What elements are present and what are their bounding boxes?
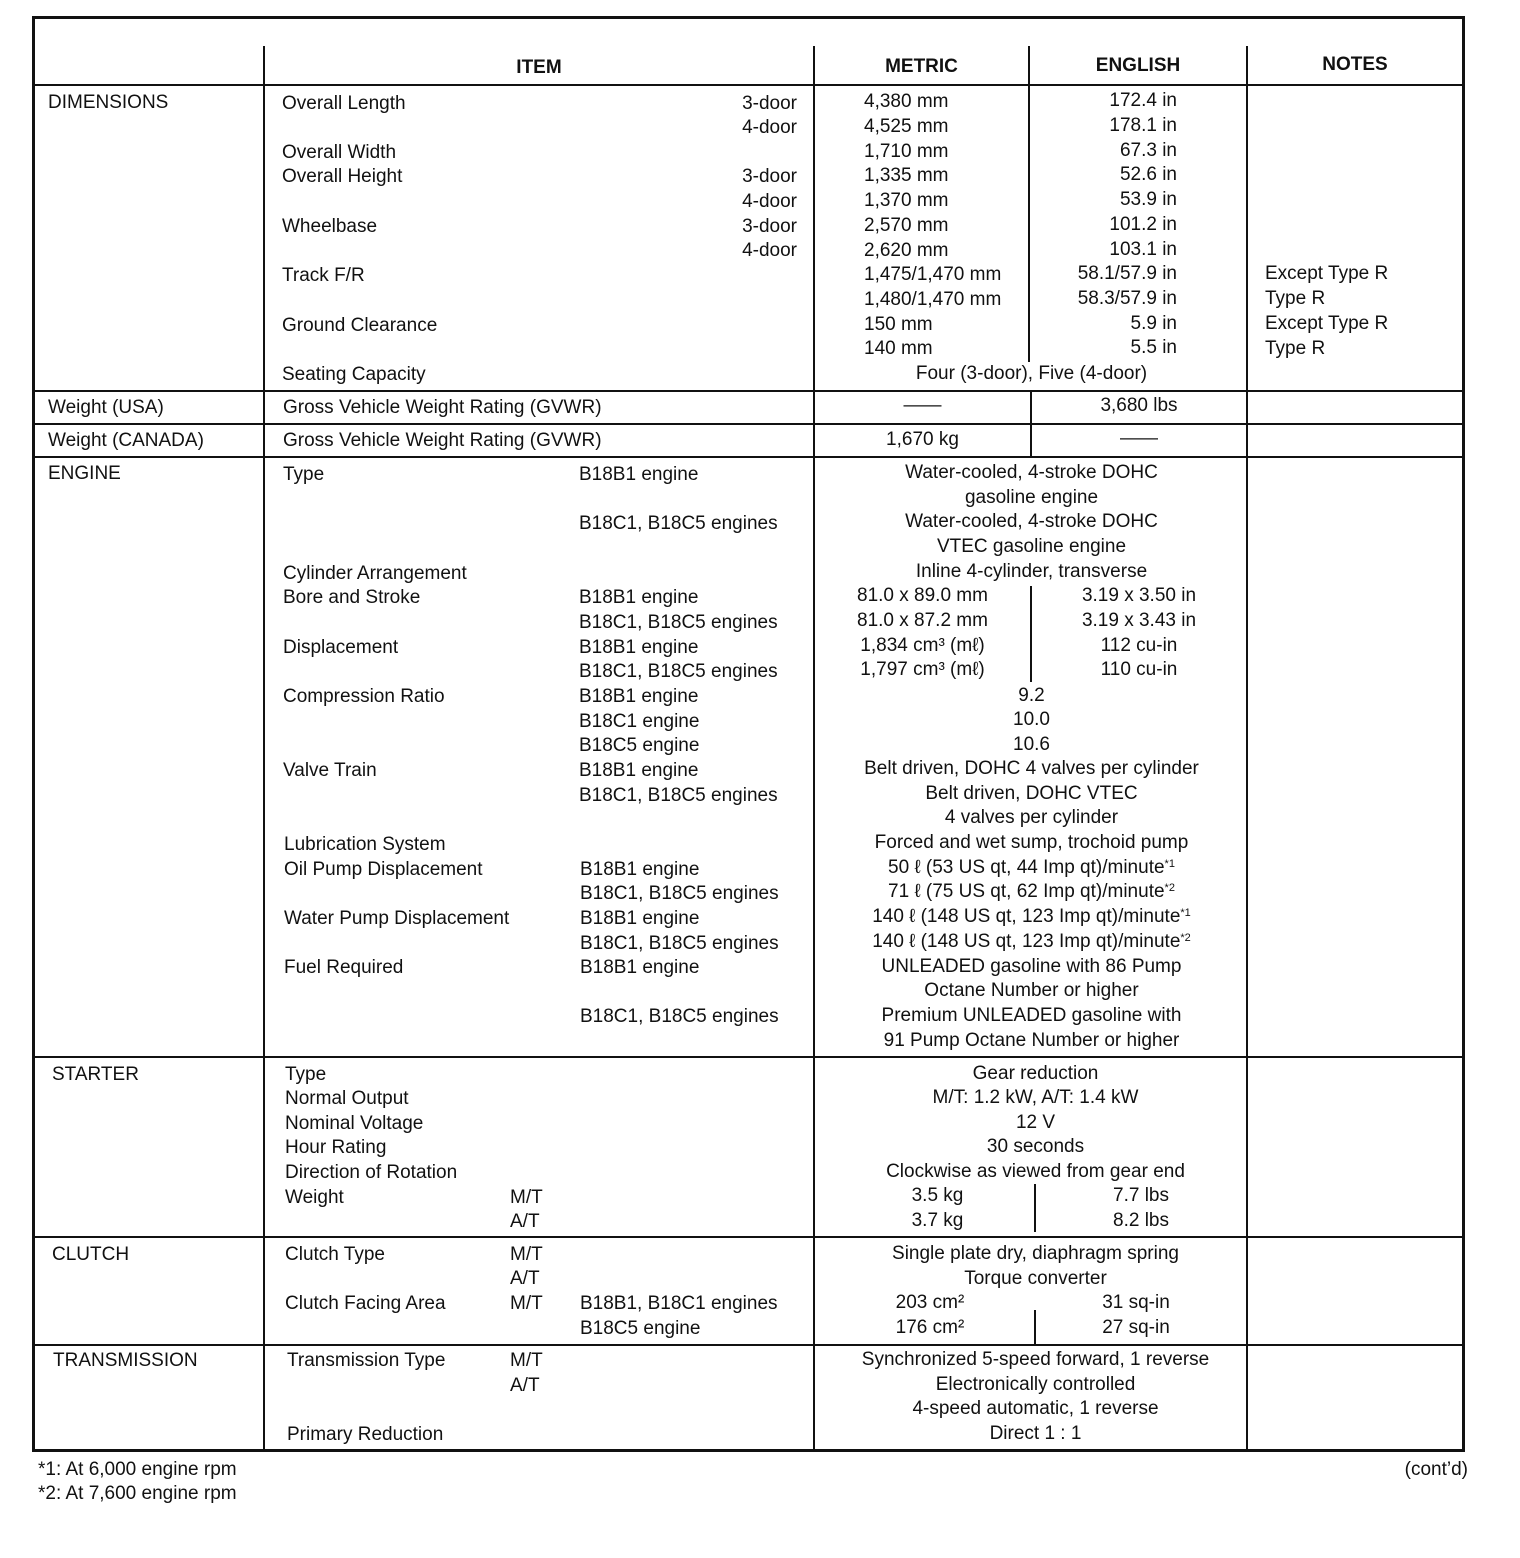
oil-b18b1-text: 50 ℓ (53 US qt, 44 Imp qt)/minute — [888, 857, 1165, 878]
variant-label: M/T — [510, 1244, 543, 1265]
metric-value: 1,475/1,470 mm — [864, 264, 1002, 285]
variant-label: 4-door — [742, 191, 797, 212]
section-label: DIMENSIONS — [48, 92, 169, 113]
sep-starter-clutch — [32, 1236, 1464, 1238]
english-value: 53.9 in — [1119, 189, 1177, 210]
item-label: Direction of Rotation — [285, 1162, 458, 1183]
section-label: Weight (CANADA) — [48, 430, 204, 451]
item-label: Primary Reduction — [287, 1424, 444, 1445]
spec-value: Gear reduction — [972, 1063, 1099, 1084]
header-notes: NOTES — [1322, 54, 1388, 75]
spec-value: 9.2 — [1018, 685, 1045, 706]
item-label: Track F/R — [282, 265, 365, 286]
item-label: Gross Vehicle Weight Rating (GVWR) — [283, 430, 602, 451]
variant-label: B18B1 engine — [579, 587, 699, 608]
footnote-mark: *1 — [1180, 907, 1191, 919]
english-value: 58.3/57.9 in — [1077, 288, 1177, 309]
border-bottom — [32, 1449, 1465, 1452]
item-label: Wheelbase — [282, 216, 378, 237]
spec-value: Synchronized 5-speed forward, 1 reverse — [861, 1349, 1210, 1370]
spec-value: Single plate dry, diaphragm spring — [892, 1243, 1179, 1264]
variant-label: B18C5 engine — [580, 1318, 701, 1339]
variant-label: A/T — [510, 1211, 540, 1232]
metric-value: 1,710 mm — [864, 141, 949, 162]
spec-value: Water-cooled, 4-stroke DOHC — [905, 511, 1158, 532]
metric-value: 1,670 kg — [886, 429, 959, 450]
footnote-mark: *2 — [1180, 932, 1191, 944]
spec-value: gasoline engine — [964, 487, 1099, 508]
variant-label: B18B1 engine — [580, 908, 700, 929]
spec-value: 91 Pump Octane Number or higher — [883, 1030, 1180, 1051]
metric-value: 140 mm — [864, 338, 933, 359]
notes-value: Except Type R — [1265, 263, 1389, 284]
border-top — [32, 16, 1464, 19]
sep-weight-usa-canada — [32, 423, 1464, 425]
item-label: Compression Ratio — [283, 686, 445, 707]
english-value: 67.3 in — [1119, 140, 1177, 161]
variant-label: B18C1, B18C5 engines — [579, 661, 778, 682]
spec-value: 30 seconds — [986, 1136, 1085, 1157]
english-value: 3,680 lbs — [1100, 395, 1178, 416]
metric-value: 203 cm² — [895, 1292, 965, 1313]
sep-weight-engine — [32, 456, 1464, 458]
variant-label: B18C1, B18C5 engines — [580, 883, 779, 904]
metric-value: 4,380 mm — [864, 91, 949, 112]
item-label: Water Pump Displacement — [284, 908, 510, 929]
metric-value: 3.5 kg — [911, 1185, 964, 1206]
dims-split — [1028, 86, 1030, 362]
variant-label: 3-door — [742, 216, 797, 237]
water-b18b1-text: 140 ℓ (148 US qt, 123 Imp qt)/minute — [872, 906, 1181, 927]
footnote-mark: *1 — [1164, 858, 1175, 870]
metric-value: 1,370 mm — [864, 190, 949, 211]
continued-label: (cont’d) — [1404, 1459, 1468, 1480]
item-label: Fuel Required — [284, 957, 404, 978]
footnote-1: *1: At 6,000 engine rpm — [38, 1459, 237, 1480]
english-value: 3.19 x 3.50 in — [1081, 585, 1197, 606]
variant-label: B18B1 engine — [580, 957, 700, 978]
variant-label: B18C1, B18C5 engines — [580, 933, 779, 954]
metric-value: 1,834 cm³ (mℓ) — [860, 635, 985, 656]
variant-label: B18B1 engine — [580, 859, 700, 880]
english-value: —— — [1120, 428, 1158, 449]
section-label: STARTER — [52, 1064, 139, 1085]
spec-value: Premium UNLEADED gasoline with — [881, 1005, 1182, 1026]
sep-engine-starter — [32, 1056, 1464, 1058]
item-label: Nominal Voltage — [285, 1113, 424, 1134]
footnote-mark: *2 — [1164, 882, 1175, 894]
spec-value: 4 valves per cylinder — [944, 807, 1119, 828]
item-label: Valve Train — [283, 760, 377, 781]
english-value: 52.6 in — [1119, 164, 1177, 185]
item-label: Weight — [285, 1187, 344, 1208]
item-label: Overall Length — [282, 93, 406, 114]
spec-value: Torque converter — [964, 1268, 1107, 1289]
spec-value: Clockwise as viewed from gear end — [886, 1161, 1185, 1182]
col-divider-item — [263, 46, 265, 1452]
item-label: Bore and Stroke — [283, 587, 421, 608]
english-value: 5.9 in — [1130, 313, 1177, 334]
variant-label: B18C1, B18C5 engines — [580, 1006, 779, 1027]
spec-value: Forced and wet sump, trochoid pump — [874, 832, 1189, 853]
item-label: Clutch Facing Area — [285, 1293, 446, 1314]
spec-value: 10.0 — [1013, 709, 1050, 730]
item-label: Type — [285, 1064, 327, 1085]
spec-value: 4-speed automatic, 1 reverse — [912, 1398, 1159, 1419]
variant-label: B18B1, B18C1 engines — [580, 1293, 778, 1314]
variant-label: B18B1 engine — [579, 464, 699, 485]
section-label: TRANSMISSION — [53, 1350, 198, 1371]
variant-label: B18C1, B18C5 engines — [579, 612, 778, 633]
item-label: Oil Pump Displacement — [284, 859, 483, 880]
spec-value: 10.6 — [1013, 734, 1050, 755]
section-label: CLUTCH — [52, 1244, 130, 1265]
english-value: 8.2 lbs — [1113, 1210, 1169, 1231]
spec-value: Belt driven, DOHC VTEC — [925, 783, 1138, 804]
english-value: 112 cu-in — [1100, 635, 1178, 656]
footnote-2: *2: At 7,600 engine rpm — [38, 1483, 237, 1504]
spec-value: Octane Number or higher — [924, 980, 1139, 1001]
item-label: Gross Vehicle Weight Rating (GVWR) — [283, 397, 602, 418]
metric-value: 1,480/1,470 mm — [864, 289, 1002, 310]
variant-label: B18B1 engine — [579, 760, 699, 781]
item-label: Normal Output — [285, 1088, 409, 1109]
metric-value: 1,335 mm — [864, 165, 949, 186]
metric-value: 2,570 mm — [864, 215, 949, 236]
metric-value: 81.0 x 87.2 mm — [857, 610, 988, 631]
header-item: ITEM — [516, 57, 562, 78]
english-value: 58.1/57.9 in — [1077, 263, 1177, 284]
item-label: Displacement — [283, 637, 399, 658]
english-value: 5.5 in — [1130, 337, 1177, 358]
variant-label: 4-door — [742, 117, 797, 138]
item-label: Lubrication System — [284, 834, 446, 855]
section-label: ENGINE — [48, 463, 121, 484]
variant-label: 3-door — [742, 166, 797, 187]
metric-value: 1,797 cm³ (mℓ) — [860, 659, 985, 680]
spec-value — [815, 905, 1248, 929]
spec-value: Inline 4-cylinder, transverse — [915, 561, 1148, 582]
variant-label: M/T — [510, 1187, 543, 1208]
metric-value: 3.7 kg — [911, 1210, 964, 1231]
spec-value — [815, 930, 1248, 954]
oil-b18c-text: 71 ℓ (75 US qt, 62 Imp qt)/minute — [888, 881, 1165, 902]
spec-value: UNLEADED gasoline with 86 Pump — [881, 956, 1182, 977]
variant-label: B18C5 engine — [579, 735, 700, 756]
item-label: Overall Height — [282, 166, 403, 187]
water-b18c-text: 140 ℓ (148 US qt, 123 Imp qt)/minute — [872, 931, 1181, 952]
item-label: Type — [283, 464, 325, 485]
notes-value: Type R — [1265, 338, 1326, 359]
notes-value: Type R — [1265, 288, 1326, 309]
variant-label: B18B1 engine — [579, 637, 699, 658]
metric-value: 81.0 x 89.0 mm — [857, 585, 988, 606]
spec-value: Belt driven, DOHC 4 valves per cylinder — [864, 758, 1199, 779]
sep-clutch-transmission — [32, 1344, 1464, 1346]
english-value: 172.4 in — [1109, 90, 1177, 111]
spec-value: Water-cooled, 4-stroke DOHC — [905, 462, 1158, 483]
notes-value: Except Type R — [1265, 313, 1389, 334]
section-label: Weight (USA) — [48, 397, 164, 418]
variant-label: B18C1, B18C5 engines — [579, 513, 778, 534]
spec-value: 12 V — [1015, 1112, 1056, 1133]
metric-value: 176 cm² — [895, 1317, 965, 1338]
variant-label: B18C1 engine — [579, 711, 700, 732]
item-label: Seating Capacity — [282, 364, 426, 385]
variant-label: B18B1 engine — [579, 686, 699, 707]
variant-label: M/T — [510, 1293, 543, 1314]
header-bottom-rule — [32, 84, 1464, 86]
english-value: 27 sq-in — [1102, 1317, 1170, 1338]
spec-value: M/T: 1.2 kW, A/T: 1.4 kW — [932, 1087, 1139, 1108]
header-metric: METRIC — [885, 56, 958, 77]
spec-value: VTEC gasoline engine — [936, 536, 1127, 557]
sep-dims-weight — [32, 390, 1464, 392]
variant-label: A/T — [510, 1268, 540, 1289]
spec-value — [815, 856, 1248, 880]
variant-label: 4-door — [742, 240, 797, 261]
spec-value: Direct 1 : 1 — [989, 1423, 1082, 1444]
spec-value — [815, 880, 1248, 904]
english-value: 178.1 in — [1109, 115, 1177, 136]
variant-label: A/T — [510, 1375, 540, 1396]
item-label: Transmission Type — [287, 1350, 446, 1371]
metric-value: 2,620 mm — [864, 240, 949, 261]
english-value: 31 sq-in — [1102, 1292, 1170, 1313]
header-english: ENGLISH — [1095, 55, 1181, 76]
variant-label: M/T — [510, 1350, 543, 1371]
english-value: 103.1 in — [1109, 239, 1177, 260]
english-value: 110 cu-in — [1100, 659, 1178, 680]
metric-value: 4,525 mm — [864, 116, 949, 137]
english-value: 101.2 in — [1109, 214, 1177, 235]
metric-value: 150 mm — [864, 314, 933, 335]
item-label: Overall Width — [282, 142, 397, 163]
spec-value: Electronically controlled — [935, 1374, 1136, 1395]
seating-value: Four (3-door), Five (4-door) — [915, 363, 1148, 384]
metric-value: —— — [903, 395, 942, 416]
item-label: Clutch Type — [285, 1244, 385, 1265]
english-value: 7.7 lbs — [1113, 1185, 1169, 1206]
item-label: Ground Clearance — [282, 315, 438, 336]
variant-label: 3-door — [742, 93, 797, 114]
item-label: Hour Rating — [285, 1137, 387, 1158]
item-label: Cylinder Arrangement — [283, 563, 467, 584]
english-value: 3.19 x 3.43 in — [1081, 610, 1197, 631]
variant-label: B18C1, B18C5 engines — [579, 785, 778, 806]
